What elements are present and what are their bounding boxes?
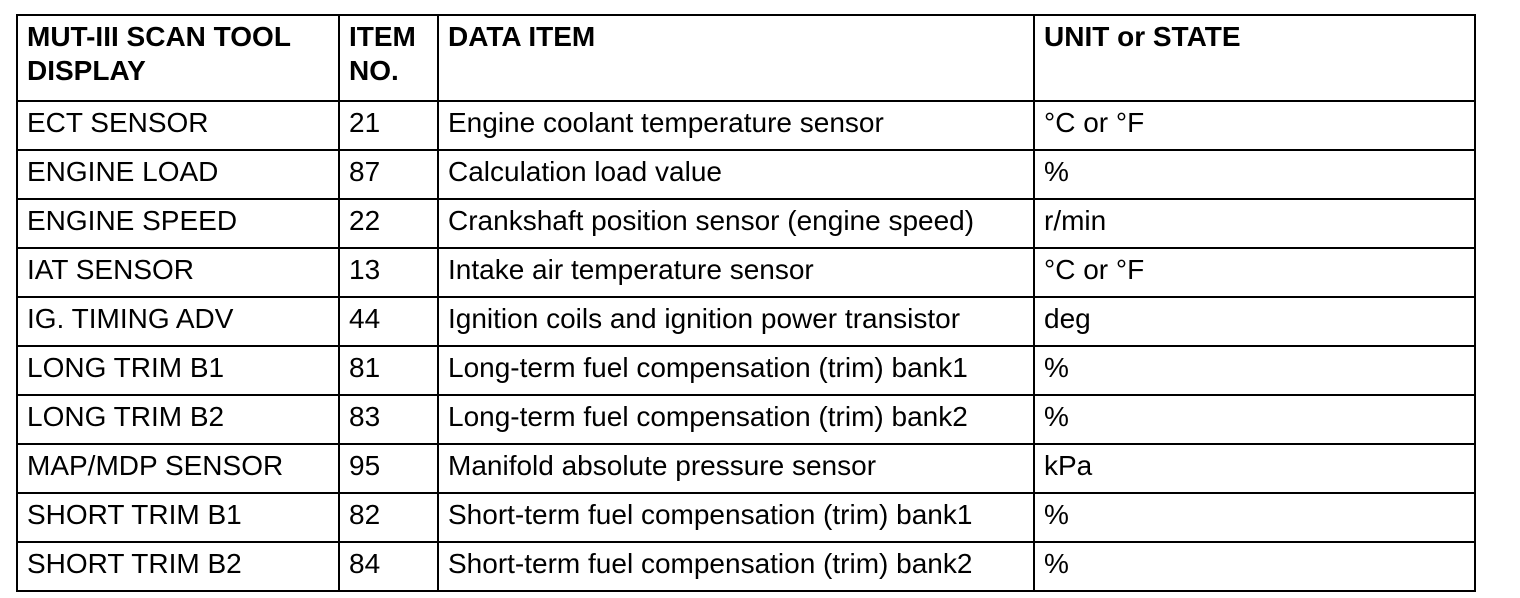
cell-unit: % [1034,150,1475,199]
cell-display: SHORT TRIM B2 [17,542,339,591]
cell-display: LONG TRIM B2 [17,395,339,444]
table-row [17,493,1475,542]
cell-unit: °C or °F [1034,101,1475,150]
cell-unit: % [1034,542,1475,591]
cell-display: IAT SENSOR [17,248,339,297]
cell-item-no: 82 [339,493,438,542]
cell-unit: kPa [1034,444,1475,493]
cell-data-item: Manifold absolute pressure sensor [438,444,1034,493]
header-unit-or-state: UNIT or STATE [1034,15,1475,101]
cell-item-no: 13 [339,248,438,297]
cell-item-no: 84 [339,542,438,591]
cell-display: SHORT TRIM B1 [17,493,339,542]
cell-data-item: Ignition coils and ignition power transistor [438,297,1034,346]
table-row [17,199,1475,248]
cell-display: IG. TIMING ADV [17,297,339,346]
table-row [17,297,1475,346]
table-row [17,101,1475,150]
table-row [17,248,1475,297]
cell-unit: % [1034,346,1475,395]
table-row [17,444,1475,493]
cell-item-no: 83 [339,395,438,444]
cell-display: ENGINE LOAD [17,150,339,199]
cell-unit: % [1034,493,1475,542]
table-row [17,150,1475,199]
cell-data-item: Long-term fuel compensation (trim) bank2 [438,395,1034,444]
cell-unit: % [1034,395,1475,444]
table-header-row [17,15,1475,101]
table-row [17,542,1475,591]
cell-item-no: 87 [339,150,438,199]
cell-item-no: 44 [339,297,438,346]
cell-item-no: 81 [339,346,438,395]
header-scan-tool-display: MUT-III SCAN TOOL DISPLAY [17,15,339,101]
cell-data-item: Short-term fuel compensation (trim) bank1 [438,493,1034,542]
table-row [17,346,1475,395]
cell-data-item: Short-term fuel compensation (trim) bank2 [438,542,1034,591]
cell-display: LONG TRIM B1 [17,346,339,395]
cell-display: ECT SENSOR [17,101,339,150]
cell-data-item: Crankshaft position sensor (engine speed) [438,199,1034,248]
header-item-no: ITEM NO. [339,15,438,101]
table-row [17,395,1475,444]
cell-item-no: 21 [339,101,438,150]
cell-data-item: Long-term fuel compensation (trim) bank1 [438,346,1034,395]
header-data-item: DATA ITEM [438,15,1034,101]
cell-item-no: 95 [339,444,438,493]
scan-tool-data-table [16,14,1476,592]
cell-data-item: Calculation load value [438,150,1034,199]
cell-unit: deg [1034,297,1475,346]
cell-data-item: Intake air temperature sensor [438,248,1034,297]
cell-display: ENGINE SPEED [17,199,339,248]
cell-unit: r/min [1034,199,1475,248]
cell-display: MAP/MDP SENSOR [17,444,339,493]
cell-item-no: 22 [339,199,438,248]
cell-data-item: Engine coolant temperature sensor [438,101,1034,150]
cell-unit: °C or °F [1034,248,1475,297]
